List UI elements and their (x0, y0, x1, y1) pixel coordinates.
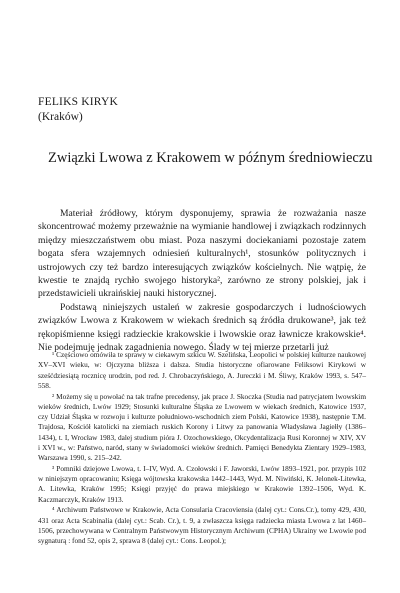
footnote-2: ² Możemy się u powołać na tak trafne precedensy, jak prace J. Skoczka (Studia nad patrycjatem lwowskim wieków średnich, Lwów 1929; Stosunki kulturalne Śląska ze Lwowem w wiekach średnich, Katowice 1937, czy Udział Śląska w rozwoju i kulturze południowo-wschodnich ziem Polski, Katowice 1938), następnie T.M. Trajdosa, Kościół katolicki na ziemiach ruskich Korony i Litwy za panowania Władysława Jagiełły (1386–1434), t. I, Wrocław 1983, dalej studium pióra J. Ozochowskiego, Okcydentalizacja Rusi Koronnej w XIV, XV i XVI w., w: Państwo, naród, stany w świadomości wieków średnich. Pamięci Benedykta Zientary 1929–1983, Warszawa 1990, s. 215–242. (38, 391, 366, 462)
body-paragraph-1: Materiał źródłowy, którym dysponujemy, sprawia że rozważania nasze skoncentrować możemy przeważnie na wymianie handlowej i związkach rodzinnych między mieszczaństwem obu miast. Poza naszymi dociekaniami pozostaje zatem bogata sfera wzajemnych odniesień kulturalnych¹, stosunków politycznych i ustrojowych czy też bardzo interesujących związków kościelnych. Nie wątpię, że kwestie te znajdą rychło swojego historyka², zarówno ze strony polskiej, jak i przedstawicieli ukraińskiej nauki historycznej. (38, 208, 366, 300)
author-name: FELIKS KIRYK (38, 96, 119, 108)
body-paragraph-2: Podstawą niniejszych ustaleń w zakresie gospodarczych i ludnościowych związków Lwowa z Krakowem w wiekach średnich są źródła drukowane³, jak też rękopiśmienne księgi radzieckie krakowskie i lwowskie oraz ławnicze krakowskie⁴. Nie podejmuję jednak zagadnienia nowego. Ślady w tej mierze przetarli już (38, 301, 366, 354)
footnote-3: ³ Pomniki dziejowe Lwowa, t. I–IV, Wyd. A. Czołowski i F. Jaworski, Lwów 1893–1921, por. przypis 102 w niniejszym opracowaniu; Księga wójtowska krakowska 1442–1443, Wyd. M. Niwiński, K. Jelonek-Litewka, A. Litewka, Kraków 1995; Księgi przyjęć do prawa miejskiego w Krakowie 1392–1506, Wyd. K. Kaczmarczyk, Kraków 1913. (38, 463, 366, 504)
footnote-4: ⁴ Archiwum Państwowe w Krakowie, Acta Consularia Cracoviensia (dalej cyt.: Cons.Cr.), tomy 429, 430, 431 oraz Acta Scabinalia (dalej cyt.: Scab. Cr.), t. 9, a zwłaszcza księga radziecka miasta Lwowa z lat 1460–1506, przechowywana w Centralnym Państwowym Historycznym Archiwum (CPHA) Ukrainy we Lwowie pod sygnaturą : fond 52, opis 2, sprawa 8 (dalej cyt.: Cons. Leopol.); (38, 505, 366, 545)
footnote-1: ¹ Częściowo omówiła te sprawy w ciekawym szkicu W. Szelińska, Leopolici w polskiej kulturze naukowej XV–XVI wieku, w: Ojczyzna bliższa i dalsza. Studia historyczne ofiarowane Feliksowi Kirykowi w sześćdziesiątą rocznicę urodzin, pod red. J. Chrobaczyńskiego, A. Jureczki i M. Śliwy, Kraków 1993, s. 547–558. (38, 350, 366, 390)
article-body (38, 207, 366, 354)
author-affiliation: (Kraków) (38, 111, 83, 123)
article-title: Związki Lwowa z Krakowem w późnym średniowieczu (48, 150, 373, 166)
footnotes (38, 350, 366, 547)
